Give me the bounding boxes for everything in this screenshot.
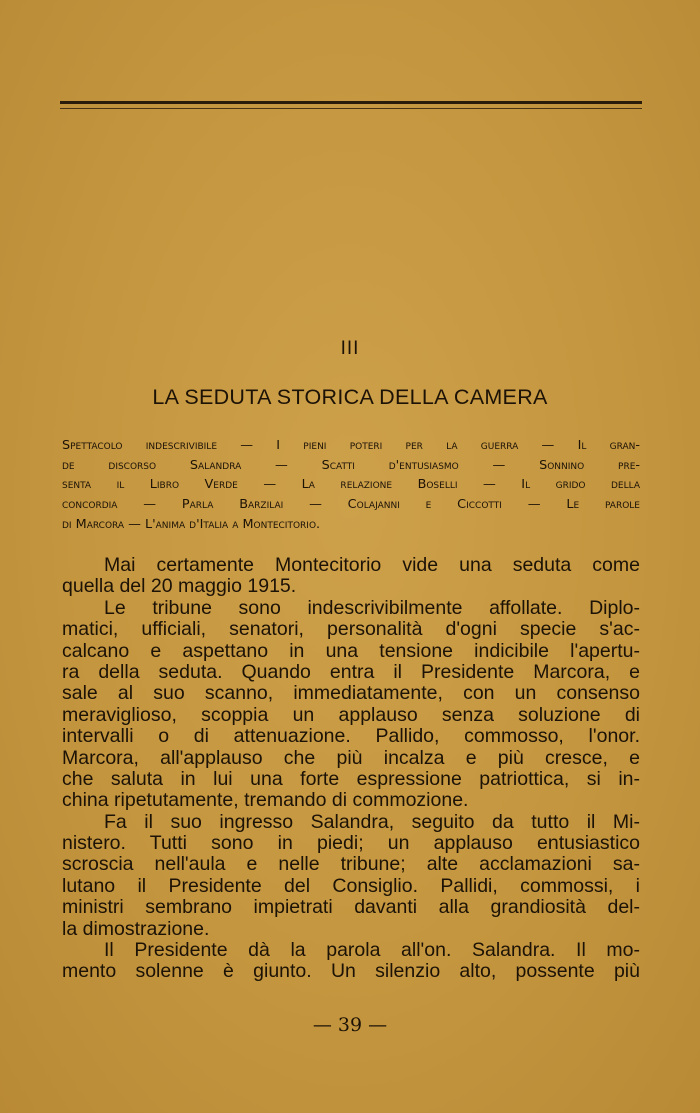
header-rule-thin bbox=[60, 108, 642, 109]
summary-line: senta il Libro Verde — La relazione Boselli — Il grido della bbox=[62, 477, 640, 493]
text-line: Le tribune sono indescrivibilmente affollate. Diplo- bbox=[104, 596, 640, 619]
text-line: quella del 20 maggio 1915. bbox=[62, 575, 297, 598]
text-line: ra della seduta. Quando entra il Presidente Marcora, e bbox=[62, 660, 640, 683]
body-text bbox=[62, 555, 640, 983]
text-line: scroscia nell'aula e nelle tribune; alte acclamazioni sa- bbox=[62, 853, 640, 876]
text-line: calcano e aspettano in una tensione indicibile l'apertu- bbox=[62, 639, 640, 662]
summary-line: de discorso Salandra — Scatti d'entusiasmo — Sonnino pre- bbox=[62, 457, 640, 473]
text-line: intervalli o di attenuazione. Pallido, commosso, l'onor. bbox=[62, 725, 640, 748]
summary-line: concordia — Parla Barzilai — Colajanni e Ciccotti — Le parole bbox=[62, 497, 640, 513]
page-number: — 39 — bbox=[312, 1014, 388, 1036]
text-line: lutano il Presidente del Consiglio. Pallidi, commossi, i bbox=[62, 874, 640, 897]
text-line: Marcora, all'applauso che più incalza e più cresce, e bbox=[62, 746, 640, 769]
text-line: mento solenne è giunto. Un silenzio alto, possente più bbox=[62, 960, 640, 983]
chapter-title: LA SEDUTA STORICA DELLA CAMERA bbox=[152, 385, 548, 409]
text-line: Fa il suo ingresso Salandra, seguito da tutto il Mi- bbox=[104, 810, 640, 833]
summary-line: Spettacolo indescrivibile — I pieni poteri per la guerra — Il gran- bbox=[62, 438, 640, 453]
text-line: Mai certamente Montecitorio vide una seduta come bbox=[104, 554, 640, 576]
chapter-summary bbox=[62, 436, 640, 534]
text-line: china ripetutamente, tremando di commozione. bbox=[62, 789, 469, 812]
text-line: sale al suo scanno, immediatamente, con un consenso bbox=[62, 682, 640, 705]
summary-line: di Marcora — L'anima d'Italia a Montecitorio. bbox=[62, 516, 321, 532]
header-rule-thick bbox=[60, 101, 642, 104]
text-line: che saluta in lui una forte espressione patriottica, si in- bbox=[62, 767, 640, 790]
text-line: nistero. Tutti sono in piedi; un applauso entusiastico bbox=[62, 832, 640, 855]
text-line: Il Presidente dà la parola all'on. Salandra. Il mo- bbox=[104, 939, 640, 962]
chapter-number: III bbox=[340, 338, 360, 359]
text-line: la dimostrazione. bbox=[62, 917, 210, 940]
text-line: meraviglioso, scoppia un applauso senza soluzione di bbox=[62, 703, 640, 726]
text-line: matici, ufficiali, senatori, personalità d'ogni specie s'ac- bbox=[62, 618, 640, 641]
text-line: ministri sembrano impietrati davanti alla grandiosità del- bbox=[62, 896, 640, 919]
